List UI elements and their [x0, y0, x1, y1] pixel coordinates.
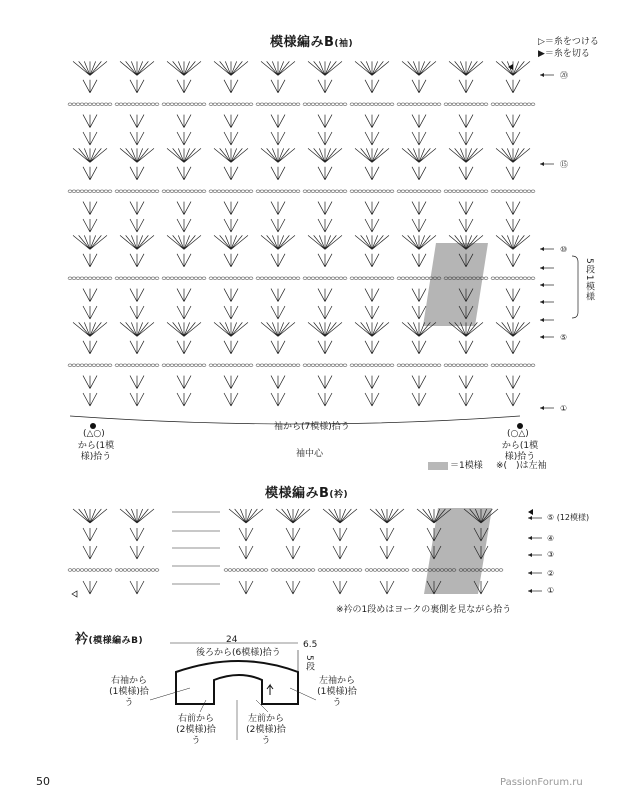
v-stitch [83, 341, 97, 354]
v-stitch [380, 581, 394, 594]
v-stitch [365, 376, 379, 389]
chain-row [209, 277, 253, 280]
shell-stitch [308, 61, 342, 75]
v-stitch [130, 341, 144, 354]
chain-row [115, 364, 159, 367]
v-stitch [412, 376, 426, 389]
v-stitch [365, 132, 379, 145]
v-stitch [177, 132, 191, 145]
shell-stitch [402, 61, 436, 75]
shell-stitch [120, 322, 154, 336]
chain-row [256, 277, 300, 280]
v-stitch [224, 115, 238, 128]
leader-line [200, 700, 206, 712]
v-stitch [224, 341, 238, 354]
chain-row [68, 103, 112, 106]
v-stitch [224, 80, 238, 93]
left-sleeve-pickup-label: 左袖から(1模様)拾う [317, 676, 357, 708]
v-stitch [365, 219, 379, 232]
v-stitch [380, 546, 394, 559]
collar-width: 24 [226, 635, 238, 645]
back-pickup-label: 後ろから(6模様)拾う [196, 648, 281, 658]
chain-row [68, 364, 112, 367]
v-stitch [130, 393, 144, 406]
v-stitch [224, 376, 238, 389]
shell-stitch [214, 148, 248, 162]
v-stitch [318, 376, 332, 389]
v-stitch [83, 219, 97, 232]
v-stitch [506, 167, 520, 180]
chain-row [444, 103, 488, 106]
collar-cut-marker [528, 509, 533, 515]
chain-row [303, 190, 347, 193]
watermark: PassionForum.ru [500, 777, 583, 788]
v-stitch [412, 80, 426, 93]
v-stitch [506, 306, 520, 319]
shell-stitch [308, 235, 342, 249]
chain-row [444, 190, 488, 193]
v-stitch [271, 219, 285, 232]
chain-row [209, 364, 253, 367]
v-stitch [333, 528, 347, 541]
chain-row [491, 277, 535, 280]
chain-row [491, 190, 535, 193]
shell-stitch [167, 148, 201, 162]
chain-row [491, 364, 535, 367]
v-stitch [412, 393, 426, 406]
v-stitch [412, 289, 426, 302]
v-stitch [318, 219, 332, 232]
chain-row [162, 277, 206, 280]
v-stitch [224, 219, 238, 232]
pattern-repeat-shade [423, 243, 488, 326]
v-stitch [459, 219, 473, 232]
v-stitch [83, 528, 97, 541]
v-stitch [271, 132, 285, 145]
v-stitch [318, 254, 332, 267]
sleeve-chart-title-suffix: (袖) [334, 39, 354, 49]
shell-stitch [214, 61, 248, 75]
v-stitch [506, 341, 520, 354]
v-stitch [83, 80, 97, 93]
v-stitch [224, 254, 238, 267]
v-stitch [271, 167, 285, 180]
shell-stitch [120, 509, 154, 523]
legend-pattern-label: ＝1模様 [450, 461, 483, 471]
v-stitch [130, 546, 144, 559]
v-stitch [506, 202, 520, 215]
chain-row [256, 364, 300, 367]
v-stitch [318, 115, 332, 128]
repeat-label: 5段1模様 [584, 258, 594, 302]
v-stitch [365, 167, 379, 180]
v-stitch [506, 219, 520, 232]
row-arrowhead [540, 247, 544, 251]
v-stitch [318, 167, 332, 180]
v-stitch [130, 289, 144, 302]
collar-note: ※衿の1段めはヨークの裏側を見ながら拾う [336, 605, 512, 615]
v-stitch [130, 376, 144, 389]
v-stitch [506, 376, 520, 389]
v-stitch [365, 306, 379, 319]
v-stitch [459, 202, 473, 215]
row-arrowhead [528, 516, 532, 520]
row-marker-10: ⑩ [560, 245, 568, 254]
v-stitch [239, 581, 253, 594]
v-stitch [286, 546, 300, 559]
v-stitch [459, 376, 473, 389]
chain-row [444, 364, 488, 367]
v-stitch [239, 546, 253, 559]
v-stitch [365, 202, 379, 215]
chain-row [350, 103, 394, 106]
chain-row [209, 103, 253, 106]
v-stitch [177, 219, 191, 232]
v-stitch [83, 115, 97, 128]
chain-row [68, 190, 112, 193]
collar-row-marker-3: ③ [547, 550, 555, 559]
chain-row [397, 190, 441, 193]
chain-row [162, 364, 206, 367]
v-stitch [365, 115, 379, 128]
collar-height-rows: 5段 [304, 655, 314, 672]
shell-stitch [370, 509, 404, 523]
v-stitch [459, 341, 473, 354]
v-stitch [271, 341, 285, 354]
row-arrowhead [528, 571, 532, 575]
collar-diagram-title-main: 衿 [75, 632, 89, 647]
chain-row [224, 569, 268, 572]
v-stitch [130, 306, 144, 319]
v-stitch [83, 167, 97, 180]
row-arrowhead [540, 406, 544, 410]
shell-stitch [73, 322, 107, 336]
right-pickup-symbols: (○△) [507, 429, 529, 439]
v-stitch [412, 167, 426, 180]
v-stitch [83, 393, 97, 406]
v-stitch [83, 132, 97, 145]
row-arrowhead [540, 335, 544, 339]
v-stitch [271, 115, 285, 128]
v-stitch [474, 546, 488, 559]
v-stitch [318, 80, 332, 93]
v-stitch [333, 581, 347, 594]
collar-chart-title-main: 模様編みB [265, 486, 330, 501]
collar-pattern-shade [424, 508, 492, 594]
leader-line [290, 688, 316, 700]
v-stitch [177, 80, 191, 93]
v-stitch [459, 167, 473, 180]
v-stitch [412, 219, 426, 232]
direction-arrow [267, 685, 273, 695]
shell-stitch [261, 235, 295, 249]
v-stitch [459, 132, 473, 145]
shell-stitch [276, 509, 310, 523]
shell-stitch [496, 148, 530, 162]
v-stitch [271, 254, 285, 267]
v-stitch [318, 341, 332, 354]
legend-pattern-swatch [428, 462, 448, 470]
chain-row [459, 569, 503, 572]
sleeve-chart-title-main: 模様編みB [270, 35, 335, 50]
shell-stitch [120, 235, 154, 249]
v-stitch [83, 546, 97, 559]
shell-stitch [355, 148, 389, 162]
v-stitch [177, 306, 191, 319]
chain-row [115, 277, 159, 280]
v-stitch [177, 167, 191, 180]
v-stitch [412, 115, 426, 128]
right-sleeve-pickup-label: 右袖から(1模様)拾う [109, 676, 149, 708]
v-stitch [506, 289, 520, 302]
shell-stitch [73, 235, 107, 249]
left-pickup-symbols: (△○) [83, 429, 105, 439]
v-stitch [130, 80, 144, 93]
chain-row [365, 569, 409, 572]
v-stitch [318, 289, 332, 302]
chain-row [115, 190, 159, 193]
v-stitch [271, 202, 285, 215]
leader-line [256, 700, 268, 712]
v-stitch [506, 115, 520, 128]
shell-stitch [120, 61, 154, 75]
shell-stitch [402, 235, 436, 249]
row-arrowhead [540, 300, 544, 304]
row-arrowhead [540, 266, 544, 270]
leader-line [150, 688, 190, 700]
v-stitch [83, 202, 97, 215]
chain-row [256, 103, 300, 106]
v-stitch [365, 289, 379, 302]
chain-row [271, 569, 315, 572]
shell-stitch [261, 322, 295, 336]
v-stitch [318, 306, 332, 319]
row-arrowhead [528, 536, 532, 540]
v-stitch [412, 202, 426, 215]
v-stitch [177, 376, 191, 389]
collar-chart-title-suffix: (衿) [329, 490, 349, 500]
chain-row [115, 569, 159, 572]
v-stitch [459, 80, 473, 93]
v-stitch [365, 341, 379, 354]
legend-cut-yarn: ▶＝糸を切る [538, 49, 590, 59]
chain-row [162, 190, 206, 193]
v-stitch [130, 581, 144, 594]
v-stitch [427, 581, 441, 594]
chain-row [318, 569, 362, 572]
row-arrowhead [528, 553, 532, 557]
v-stitch [412, 306, 426, 319]
shell-stitch [464, 509, 498, 523]
collar-attach-marker [72, 591, 77, 597]
shell-stitch [120, 148, 154, 162]
v-stitch [271, 376, 285, 389]
page-number: 50 [36, 775, 50, 788]
shell-stitch [73, 509, 107, 523]
v-stitch [83, 376, 97, 389]
shell-stitch [167, 235, 201, 249]
v-stitch [412, 132, 426, 145]
v-stitch [224, 167, 238, 180]
v-stitch [412, 341, 426, 354]
row-marker-20: ⑳ [560, 71, 568, 80]
v-stitch [318, 393, 332, 406]
v-stitch [271, 80, 285, 93]
chain-row [68, 569, 112, 572]
v-stitch [380, 528, 394, 541]
row-marker-5: ⑤ [560, 333, 568, 342]
v-stitch [506, 80, 520, 93]
v-stitch [130, 254, 144, 267]
collar-row-5-extra: (12模様) [556, 513, 590, 522]
chain-row [162, 103, 206, 106]
v-stitch [474, 528, 488, 541]
shell-stitch [167, 61, 201, 75]
chain-row [303, 103, 347, 106]
v-stitch [318, 132, 332, 145]
shell-stitch [261, 148, 295, 162]
row-marker-15: ⑮ [560, 160, 568, 169]
collar-chart-title [265, 487, 348, 500]
shell-stitch [308, 322, 342, 336]
right-front-pickup-label: 右前から(2模様)拾う [176, 714, 216, 746]
v-stitch [83, 289, 97, 302]
v-stitch [474, 581, 488, 594]
v-stitch [177, 254, 191, 267]
repeat-bracket [572, 256, 578, 318]
v-stitch [224, 289, 238, 302]
shell-stitch [449, 148, 483, 162]
row-marker-1: ① [560, 404, 568, 413]
v-stitch [271, 289, 285, 302]
shell-stitch [402, 148, 436, 162]
shell-stitch [355, 61, 389, 75]
shell-stitch [167, 322, 201, 336]
v-stitch [459, 115, 473, 128]
shell-stitch [355, 235, 389, 249]
chain-row [256, 190, 300, 193]
left-front-pickup-label: 左前から(2模様)拾う [246, 714, 286, 746]
v-stitch [224, 393, 238, 406]
chain-row [303, 364, 347, 367]
v-stitch [365, 393, 379, 406]
chain-row [397, 364, 441, 367]
chain-row [350, 277, 394, 280]
v-stitch [271, 393, 285, 406]
v-stitch [130, 528, 144, 541]
v-stitch [459, 393, 473, 406]
chain-row [350, 364, 394, 367]
v-stitch [427, 528, 441, 541]
v-stitch [365, 80, 379, 93]
collar-row-marker-5 [547, 514, 589, 522]
shell-stitch [496, 235, 530, 249]
shell-stitch [229, 509, 263, 523]
v-stitch [130, 132, 144, 145]
shell-stitch [496, 322, 530, 336]
chain-row [68, 277, 112, 280]
v-stitch [177, 393, 191, 406]
chain-row [412, 569, 456, 572]
shell-stitch [355, 322, 389, 336]
shell-stitch [323, 509, 357, 523]
v-stitch [83, 581, 97, 594]
left-pickup-label: から(1模様)拾う [77, 441, 115, 462]
chain-row [397, 103, 441, 106]
v-stitch [427, 546, 441, 559]
v-stitch [286, 528, 300, 541]
sleeve-center-label: 袖中心 [296, 449, 324, 459]
v-stitch [130, 115, 144, 128]
v-stitch [224, 306, 238, 319]
row-arrowhead [540, 73, 544, 77]
v-stitch [506, 393, 520, 406]
row-arrowhead [540, 162, 544, 166]
collar-row-marker-4: ④ [547, 534, 555, 543]
chain-row [303, 277, 347, 280]
v-stitch [365, 254, 379, 267]
center-pickup-label: 袖から(7模様)拾う [274, 422, 350, 432]
right-pickup-label: から(1模様)拾う [501, 441, 539, 462]
v-stitch [239, 528, 253, 541]
v-stitch [177, 202, 191, 215]
v-stitch [130, 202, 144, 215]
v-stitch [177, 115, 191, 128]
row-arrowhead [540, 283, 544, 287]
collar-row-5-num: ⑤ [547, 513, 555, 522]
row-arrowhead [540, 318, 544, 322]
collar-height: 6.5 [303, 640, 318, 650]
chain-row [350, 190, 394, 193]
collar-row-marker-1: ① [547, 586, 555, 595]
legend-attach-yarn: ▷＝糸をつける [538, 37, 599, 47]
collar-diagram-title [75, 633, 143, 646]
v-stitch [177, 341, 191, 354]
shell-stitch [214, 235, 248, 249]
v-stitch [224, 202, 238, 215]
collar-row-marker-2: ② [547, 569, 555, 578]
shell-stitch [73, 148, 107, 162]
v-stitch [177, 289, 191, 302]
v-stitch [130, 167, 144, 180]
v-stitch [506, 132, 520, 145]
v-stitch [224, 132, 238, 145]
v-stitch [83, 254, 97, 267]
shell-stitch [73, 61, 107, 75]
shell-stitch [261, 61, 295, 75]
chain-row [209, 190, 253, 193]
shell-stitch [449, 61, 483, 75]
v-stitch [506, 254, 520, 267]
shell-stitch [417, 509, 451, 523]
v-stitch [271, 306, 285, 319]
v-stitch [333, 546, 347, 559]
v-stitch [318, 202, 332, 215]
chain-row [491, 103, 535, 106]
legend-left-sleeve: ※( )は左袖 [496, 461, 547, 471]
shell-stitch [214, 322, 248, 336]
v-stitch [412, 254, 426, 267]
row-arrowhead [528, 589, 532, 593]
v-stitch [130, 219, 144, 232]
v-stitch [286, 581, 300, 594]
collar-diagram-title-suffix: (模様編みB) [88, 636, 144, 646]
collar-shape [176, 661, 298, 704]
shell-stitch [308, 148, 342, 162]
chain-row [115, 103, 159, 106]
v-stitch [83, 306, 97, 319]
